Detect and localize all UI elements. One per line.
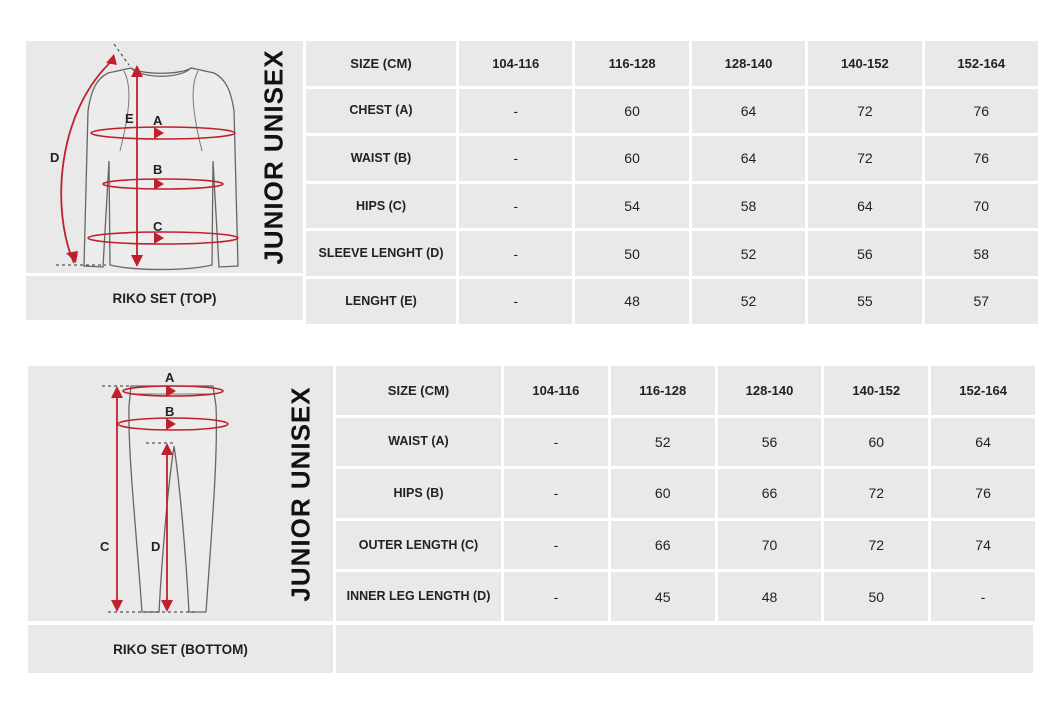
top-table-cell: - [459,184,572,229]
bottom-row-label: INNER LEG LENGTH (D) [336,572,501,621]
diagram-letter-d: D [50,150,60,165]
bottom-table-cell: - [504,572,608,621]
top-table-cell: 54 [575,184,688,229]
top-table-cell: 55 [808,279,921,324]
top-table-cell: 58 [925,231,1038,276]
bottom-header-size-column: 140-152 [824,366,928,415]
top-header-size-column: 152-164 [925,41,1038,86]
top-table-cell: 60 [575,136,688,181]
bottom-table-cell: 48 [718,572,822,621]
top-row-label: HIPS (C) [306,184,456,229]
diagram-letter-d: D [151,539,161,554]
top-row-label: LENGHT (E) [306,279,456,324]
top-table-cell: 64 [692,89,805,134]
bottom-table-cell: 60 [824,418,928,467]
bottom-product-name: RIKO SET (BOTTOM) [28,625,333,673]
top-table-cell: 70 [925,184,1038,229]
top-table-cell: 76 [925,89,1038,134]
bottom-table-cell: 64 [931,418,1035,467]
bottom-row-label: WAIST (A) [336,418,501,467]
top-header-size-column: 116-128 [575,41,688,86]
diagram-letter-c: C [153,219,163,234]
bottom-table-cell: - [504,469,608,518]
bottom-header-size-label: SIZE (CM) [336,366,501,415]
bottom-table-cell: 74 [931,521,1035,570]
top-table-cell: 64 [808,184,921,229]
bottom-header-size-column: 116-128 [611,366,715,415]
bottom-row-label: OUTER LENGTH (C) [336,521,501,570]
top-table-cell: 72 [808,136,921,181]
top-row-label: CHEST (A) [306,89,456,134]
diagram-letter-a: A [153,113,163,128]
top-table-cell: 72 [808,89,921,134]
top-product-name: RIKO SET (TOP) [26,276,303,320]
top-table-cell: 56 [808,231,921,276]
bottom-table-cell: 72 [824,521,928,570]
bottom-header-size-column: 128-140 [718,366,822,415]
bottom-table-cell: 76 [931,469,1035,518]
diagram-letter-e: E [125,111,134,126]
bottom-header-size-column: 104-116 [504,366,608,415]
top-row-label: WAIST (B) [306,136,456,181]
top-table-cell: - [459,231,572,276]
top-table-cell: 50 [575,231,688,276]
bottom-header-size-column: 152-164 [931,366,1035,415]
bottom-table-cell: 50 [824,572,928,621]
top-table-cell: - [459,136,572,181]
bottom-table-cell: 72 [824,469,928,518]
top-table-cell: 52 [692,231,805,276]
diagram-letter-b: B [153,162,163,177]
top-header-size-column: 128-140 [692,41,805,86]
top-table-cell: 60 [575,89,688,134]
top-table-cell: 64 [692,136,805,181]
bottom-table-cell: 45 [611,572,715,621]
top-table-cell: - [459,89,572,134]
top-table-cell: 52 [692,279,805,324]
bottom-table-cell: 60 [611,469,715,518]
bottom-table-cell: 66 [611,521,715,570]
diagram-letter-b: B [165,404,175,419]
top-header-size-column: 140-152 [808,41,921,86]
bottom-table-cell: 56 [718,418,822,467]
top-header-size-column: 104-116 [459,41,572,86]
top-table-cell: - [459,279,572,324]
bottom-vertical-label: JUNIOR UNISEX [285,386,315,602]
top-row-label: SLEEVE LENGHT (D) [306,231,456,276]
top-header-size-label: SIZE (CM) [306,41,456,86]
diagram-letter-c: C [100,539,110,554]
bottom-table-cell: - [931,572,1035,621]
bottom-table-cell: 70 [718,521,822,570]
diagram-letter-a: A [165,370,175,385]
bottom-row-label: HIPS (B) [336,469,501,518]
bottom-table-cell: 52 [611,418,715,467]
top-vertical-label: JUNIOR UNISEX [258,49,288,265]
top-table-cell: 57 [925,279,1038,324]
top-table-cell: 48 [575,279,688,324]
leggings-outline-icon [129,386,216,612]
top-table-cell: 76 [925,136,1038,181]
bottom-table-cell: - [504,418,608,467]
bottom-empty-footer [336,625,1033,673]
bottom-table-cell: - [504,521,608,570]
bottom-table-cell: 66 [718,469,822,518]
top-table-cell: 58 [692,184,805,229]
